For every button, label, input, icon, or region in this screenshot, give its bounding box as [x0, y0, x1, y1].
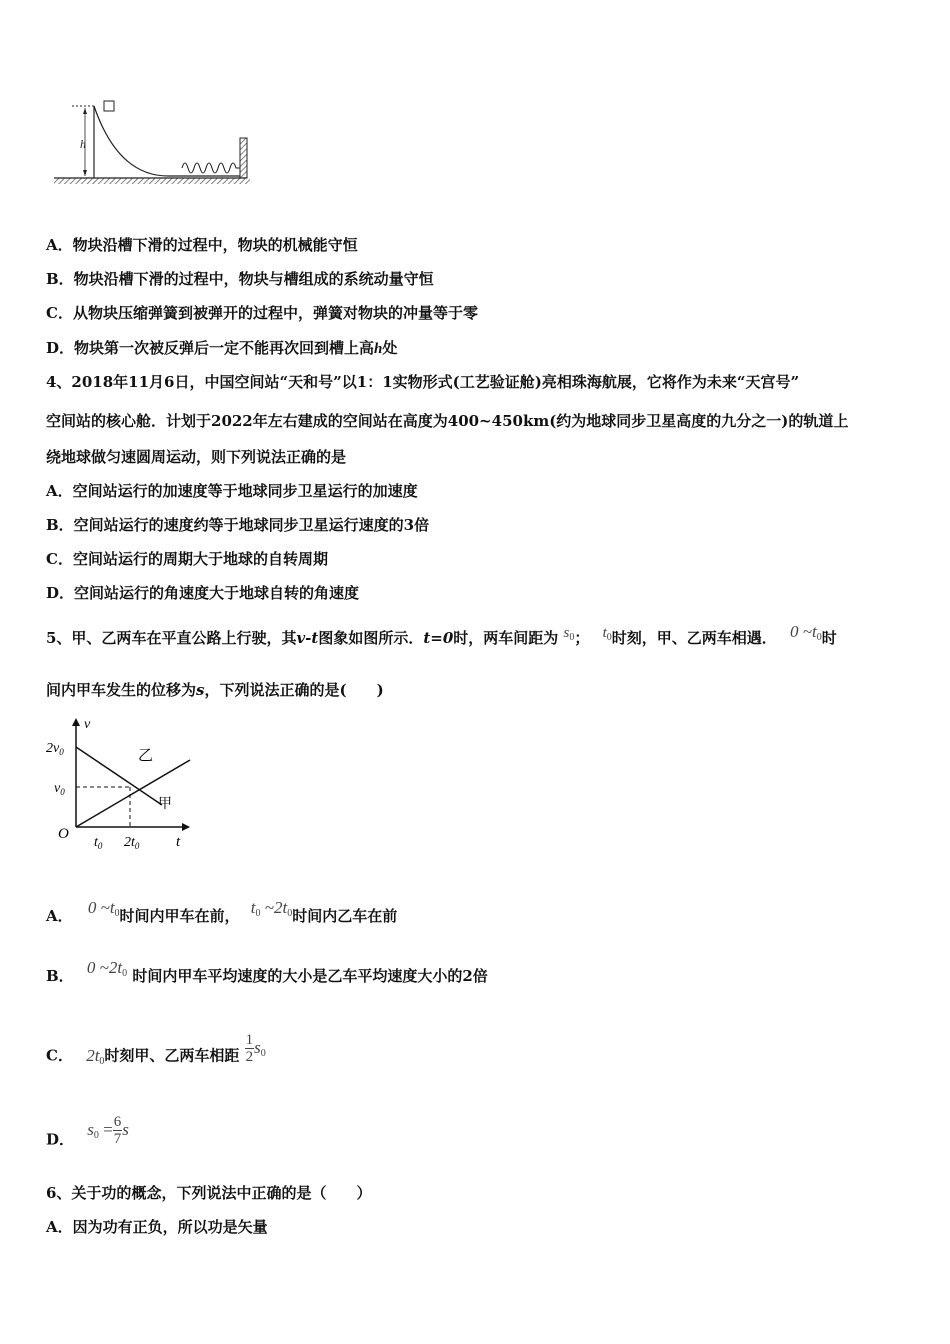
q5-stem-b: 图象如图所示． — [318, 629, 424, 647]
q3-option-d[interactable] — [46, 338, 397, 359]
q5-stem-line-1: 5、甲、乙两车在平直公路上行驶，其v-t图象如图所示．t=0时，两车间距为 $s_0$； $t_0$时刻，甲、乙两车相遇． 0 $\sim t_0$时 — [46, 622, 837, 647]
q5-zero-t0: 0 $\sim t_0$ — [790, 622, 822, 643]
q4-option-b[interactable]: B．空间站运行的速度约等于地球同步卫星运行速度的3倍 — [46, 516, 430, 534]
label-yi: 乙 — [138, 748, 154, 764]
q3-option-d-text: D．物块第一次被反弹后一定不能再次回到槽上高 — [46, 339, 375, 357]
q3-option-d-var: h — [374, 341, 383, 357]
q4-stem-line-2: 空间站的核心舱．计划于2022年左右建成的空间站在高度为400~450km(约为地球同步卫星高度的九分之一)的轨道上 — [46, 412, 849, 430]
q5-c-math: $2t_0$ — [86, 1045, 105, 1067]
q5-d-s: s — [122, 1119, 129, 1139]
axis-t-label: t — [176, 834, 181, 850]
q5-vt: v-t — [296, 629, 319, 647]
q5-c-text: 时刻甲、乙两车相距 — [104, 1046, 240, 1065]
q5-stem-c: 时，两车间距为 — [453, 629, 559, 647]
label-t0: $t_0$ — [94, 835, 103, 851]
q5-t0eq: t=0 — [423, 629, 454, 647]
q5-d-s0: $s_0$ = — [87, 1119, 113, 1141]
q5-option-a[interactable] — [46, 898, 398, 932]
q3-option-c[interactable]: C．从物块压缩弹簧到被弹开的过程中，弹簧对物块的冲量等于零 — [46, 304, 478, 322]
q5-d-label: D． — [46, 1130, 75, 1149]
q5-d-fraction: $\frac{6}{7}$ — [113, 1114, 122, 1147]
q5-b-text: 时间内甲车平均速度的大小是乙车平均速度大小的2倍 — [132, 967, 488, 985]
q4-option-d[interactable]: D．空间站运行的角速度大于地球自转的角速度 — [46, 584, 360, 602]
q5-b-math: 0 $\sim 2t_0$ — [86, 958, 128, 979]
q5-option-b[interactable] — [46, 958, 488, 992]
q6-option-a[interactable]: A．因为功有正负，所以功是矢量 — [46, 1218, 268, 1236]
q5-a-math-1: 0 $\sim t_0$ — [87, 898, 120, 919]
q5-stem-a: 5、甲、乙两车在平直公路上行驶，其 — [46, 629, 297, 647]
q4-stem-line-1: 4、2018年11月6日，中国空间站“天和号”以1：1实物形式(工艺验证舱)亮相珠海航展，它将作为未来“天宫号” — [46, 373, 800, 391]
q4-option-c[interactable]: C．空间站运行的周期大于地球的自转周期 — [46, 550, 328, 568]
height-label: h — [80, 137, 86, 151]
q3-option-a[interactable]: A．物块沿槽下滑的过程中，物块的机械能守恒 — [46, 236, 358, 254]
q5-a-mid: 时间内甲车在前， — [119, 907, 240, 925]
q5-option-c[interactable] — [46, 1032, 266, 1073]
q5-b-label: B． — [46, 967, 74, 985]
q4-stem-line-3: 绕地球做匀速圆周运动，则下列说法正确的是 — [46, 448, 347, 466]
q5-stem-line-2 — [46, 680, 384, 700]
q5-a-math-2: $t_0$ $\sim 2t_0$ — [250, 898, 293, 919]
q5-stem-d: 时刻，甲、乙两车相遇． — [611, 629, 777, 647]
q5-c-s0: $s_0$ — [254, 1037, 266, 1059]
origin-label: O — [58, 826, 69, 842]
q5-stem2-a: 间内甲车发生的位移为 — [46, 681, 197, 699]
vt-graph — [44, 712, 194, 860]
q5-t0: $t_0$ — [602, 625, 612, 643]
track-spring-figure — [50, 96, 260, 191]
label-v0: $v_0$ — [54, 781, 65, 797]
q5-option-d[interactable] — [46, 1114, 129, 1157]
q5-stem-e: 时 — [821, 629, 837, 647]
q5-a-end: 时间内乙车在前 — [292, 907, 398, 925]
q5-stem2-b: ，下列说法正确的是( ) — [204, 681, 384, 699]
label-2t0: $2t_0$ — [124, 835, 140, 851]
label-2v0: $2v_0$ — [46, 741, 64, 757]
q3-option-d-end: 处 — [382, 339, 398, 357]
q3-option-b[interactable]: B．物块沿槽下滑的过程中，物块与槽组成的系统动量守恒 — [46, 270, 434, 288]
q6-stem: 6、关于功的概念，下列说法中正确的是（ ） — [46, 1184, 372, 1202]
q5-stem2-var: s — [196, 681, 205, 699]
q5-a-label: A． — [46, 907, 73, 925]
q5-c-fraction: $\frac{1}{2}$ — [245, 1032, 254, 1065]
q5-s0: $s_0$ — [563, 625, 575, 643]
axis-v-label: v — [84, 717, 91, 732]
label-jia: 甲 — [158, 797, 172, 812]
q4-option-a[interactable]: A．空间站运行的加速度等于地球同步卫星运行的加速度 — [46, 482, 418, 500]
q5-c-label: C． — [46, 1046, 73, 1065]
